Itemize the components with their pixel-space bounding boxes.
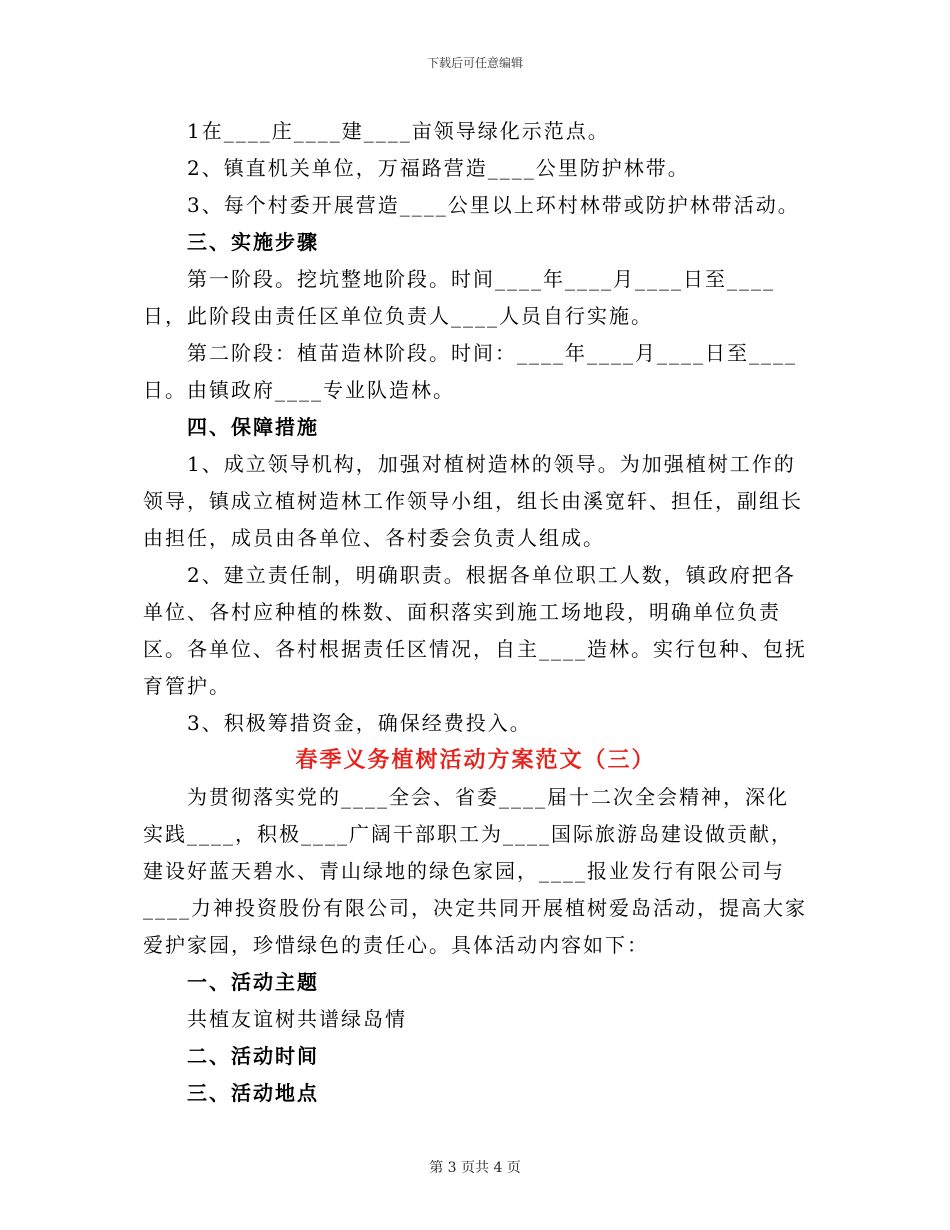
stage-two-paragraph: 第二阶段：植苗造林阶段。时间：____年____月____日至____日。由镇政府____专业队造林。 — [143, 341, 797, 402]
safeguard-3-paragraph: 3、积极筹措资金，确保经费投入。 — [187, 711, 532, 735]
item-2-paragraph: 2、镇直机关单位，万福路营造____公里防护林带。 — [187, 156, 690, 180]
page-footer: 第 3 页共 4 页 — [429, 1160, 521, 1176]
page-header: 下载后可任意编辑 — [426, 56, 523, 70]
heading-implementation-steps: 三、实施步骤 — [187, 230, 319, 254]
heading-activity-theme: 一、活动主题 — [187, 970, 319, 994]
document-body — [143, 113, 808, 1112]
heading-activity-location: 三、活动地点 — [187, 1081, 319, 1105]
heading-activity-time: 二、活动时间 — [187, 1044, 319, 1068]
section-title: 春季义务植树活动方案范文（三） — [295, 748, 656, 773]
safeguard-2-paragraph: 2、建立责任制，明确职责。根据各单位职工人数，镇政府把各单位、各村应种植的株数、面积落实到施工场地段，明确单位负责区。各单位、各村根据责任区情况，自主____造林。实行包种、包抚育管护。 — [143, 563, 807, 698]
heading-safeguards: 四、保障措施 — [187, 415, 319, 439]
intro-paragraph: 为贯彻落实党的____全会、省委____届十二次全会精神，深化实践____，积极____广阔干部职工为____国际旅游岛建设做贡献，建设好蓝天碧水、青山绿地的绿色家园，____报业发行有限公司与____力神投资股份有限公司，决定共同开展植树爱岛活动，提高大家爱护家园，珍惜绿色的责任心。具体活动内容如下： — [143, 785, 807, 957]
item-1-paragraph: 1在____庄____建____亩领导绿化示范点。 — [187, 119, 610, 143]
theme-paragraph: 共植友谊树共谱绿岛情 — [187, 1007, 407, 1031]
stage-one-paragraph: 第一阶段。挖坑整地阶段。时间____年____月____日至____日，此阶段由责任区单位负责人____人员自行实施。 — [143, 267, 775, 328]
item-3-paragraph: 3、每个村委开展营造____公里以上环村林带或防护林带活动。 — [187, 193, 800, 217]
safeguard-1-paragraph: 1、成立领导机构，加强对植树造林的领导。为加强植树工作的领导，镇成立植树造林工作领导小组，组长由溪宽轩、担任，副组长由担任，成员由各单位、各村委会负责人组成。 — [143, 452, 803, 550]
